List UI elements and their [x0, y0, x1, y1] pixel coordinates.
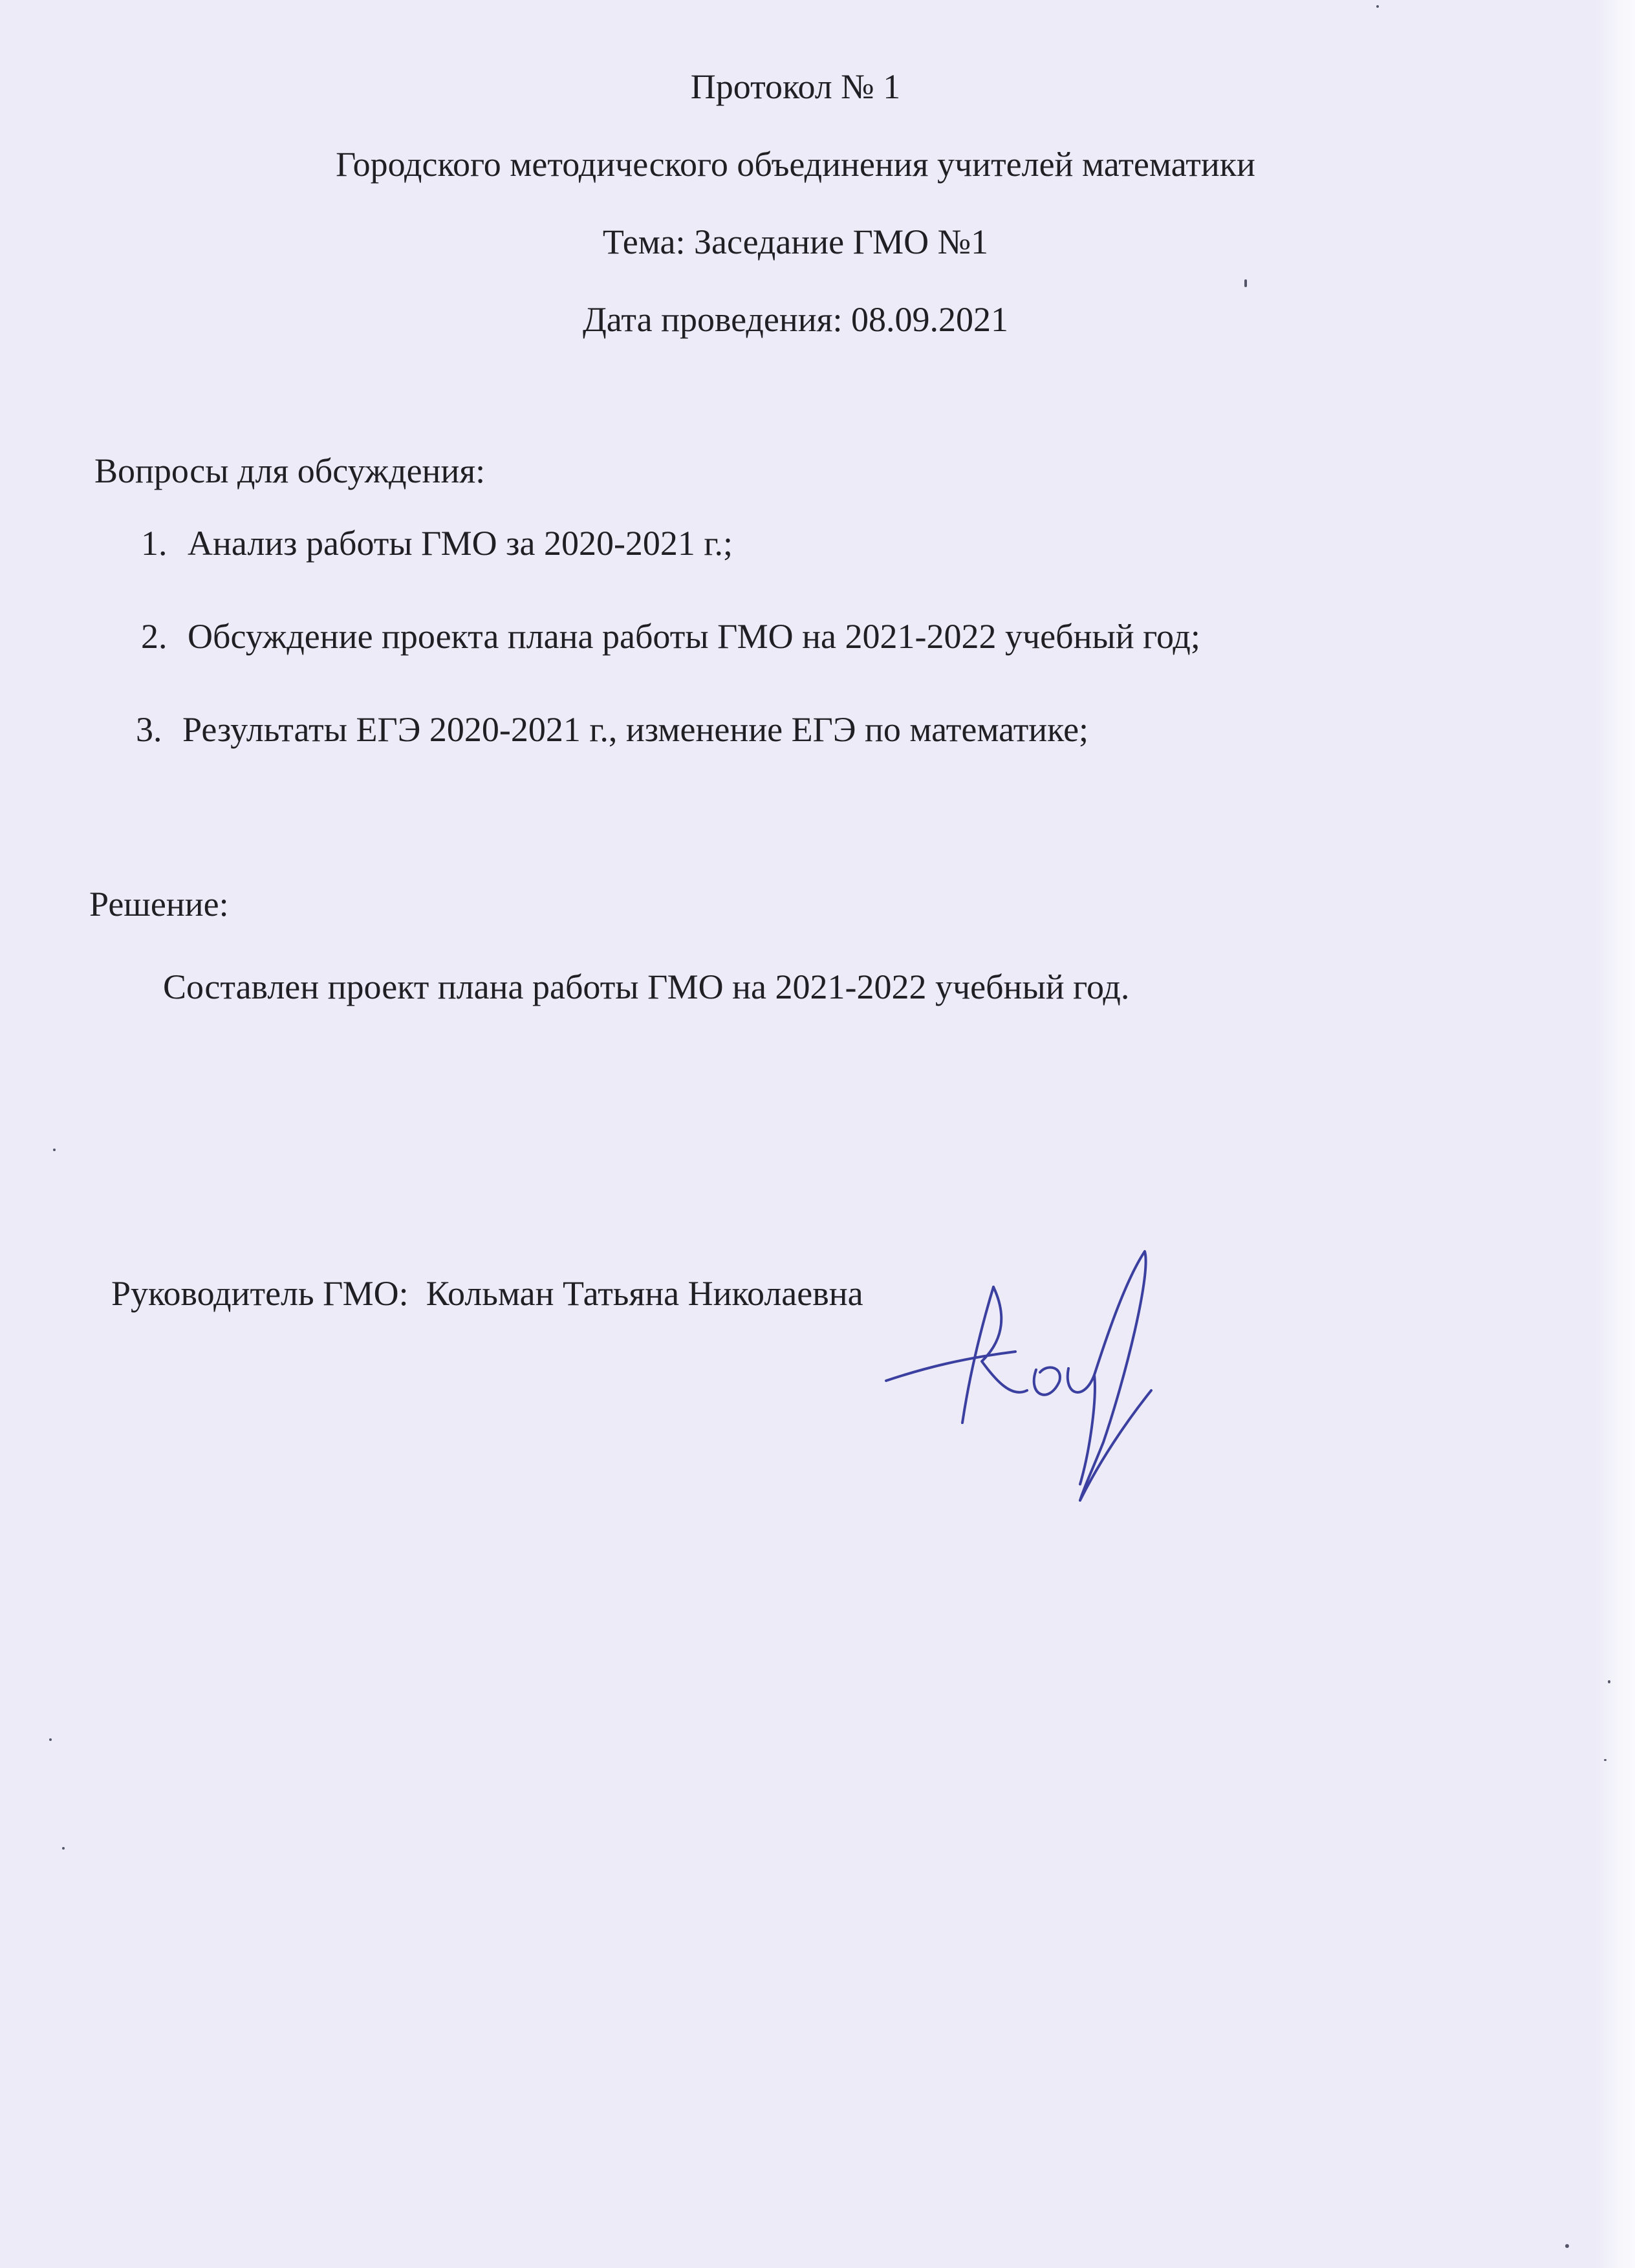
signatory-label: Руководитель ГМО: — [111, 1274, 409, 1313]
signatory-line — [111, 1273, 863, 1314]
scan-speck — [1565, 2244, 1569, 2248]
list-item-number: 1. — [141, 524, 168, 563]
document-title: Протокол № 1 — [690, 67, 901, 106]
list-item-text: Обсуждение проекта плана работы ГМО на 2021-2022 учебный год; — [188, 617, 1200, 656]
handwritten-signature — [867, 1229, 1203, 1539]
list-item-number: 2. — [141, 617, 168, 656]
list-item-text: Анализ работы ГМО за 2020-2021 г.; — [188, 524, 733, 563]
signature-stroke — [1068, 1368, 1095, 1484]
scan-edge — [1596, 0, 1635, 2268]
signatory-name: Кольман Татьяна Николаевна — [426, 1274, 863, 1313]
scan-speck — [49, 1738, 52, 1741]
topic-line: Тема: Заседание ГМО №1 — [602, 222, 989, 261]
scan-speck — [1244, 279, 1247, 287]
list-item-number: 3. — [136, 710, 162, 749]
list-item — [141, 616, 1200, 657]
signature-stroke — [886, 1352, 1015, 1381]
organization-line: Городского методического объединения учителей математики — [336, 145, 1255, 184]
decision-text: Составлен проект плана работы ГМО на 2021-2022 учебный год. — [163, 967, 1130, 1006]
scan-speck — [1604, 1759, 1607, 1761]
decision-heading: Решение: — [89, 885, 229, 923]
questions-heading: Вопросы для обсуждения: — [94, 451, 486, 490]
scan-speck — [62, 1847, 65, 1850]
scan-speck — [1376, 5, 1379, 8]
list-item-text: Результаты ЕГЭ 2020-2021 г., изменение ЕГЭ по математике; — [182, 710, 1089, 749]
scan-speck — [1608, 1680, 1610, 1683]
signature-stroke — [1080, 1251, 1146, 1500]
list-item — [141, 523, 733, 564]
list-item — [136, 709, 1088, 750]
date-line: Дата проведения: 08.09.2021 — [582, 300, 1009, 339]
signature-stroke — [1034, 1367, 1060, 1394]
scan-speck — [53, 1149, 56, 1151]
